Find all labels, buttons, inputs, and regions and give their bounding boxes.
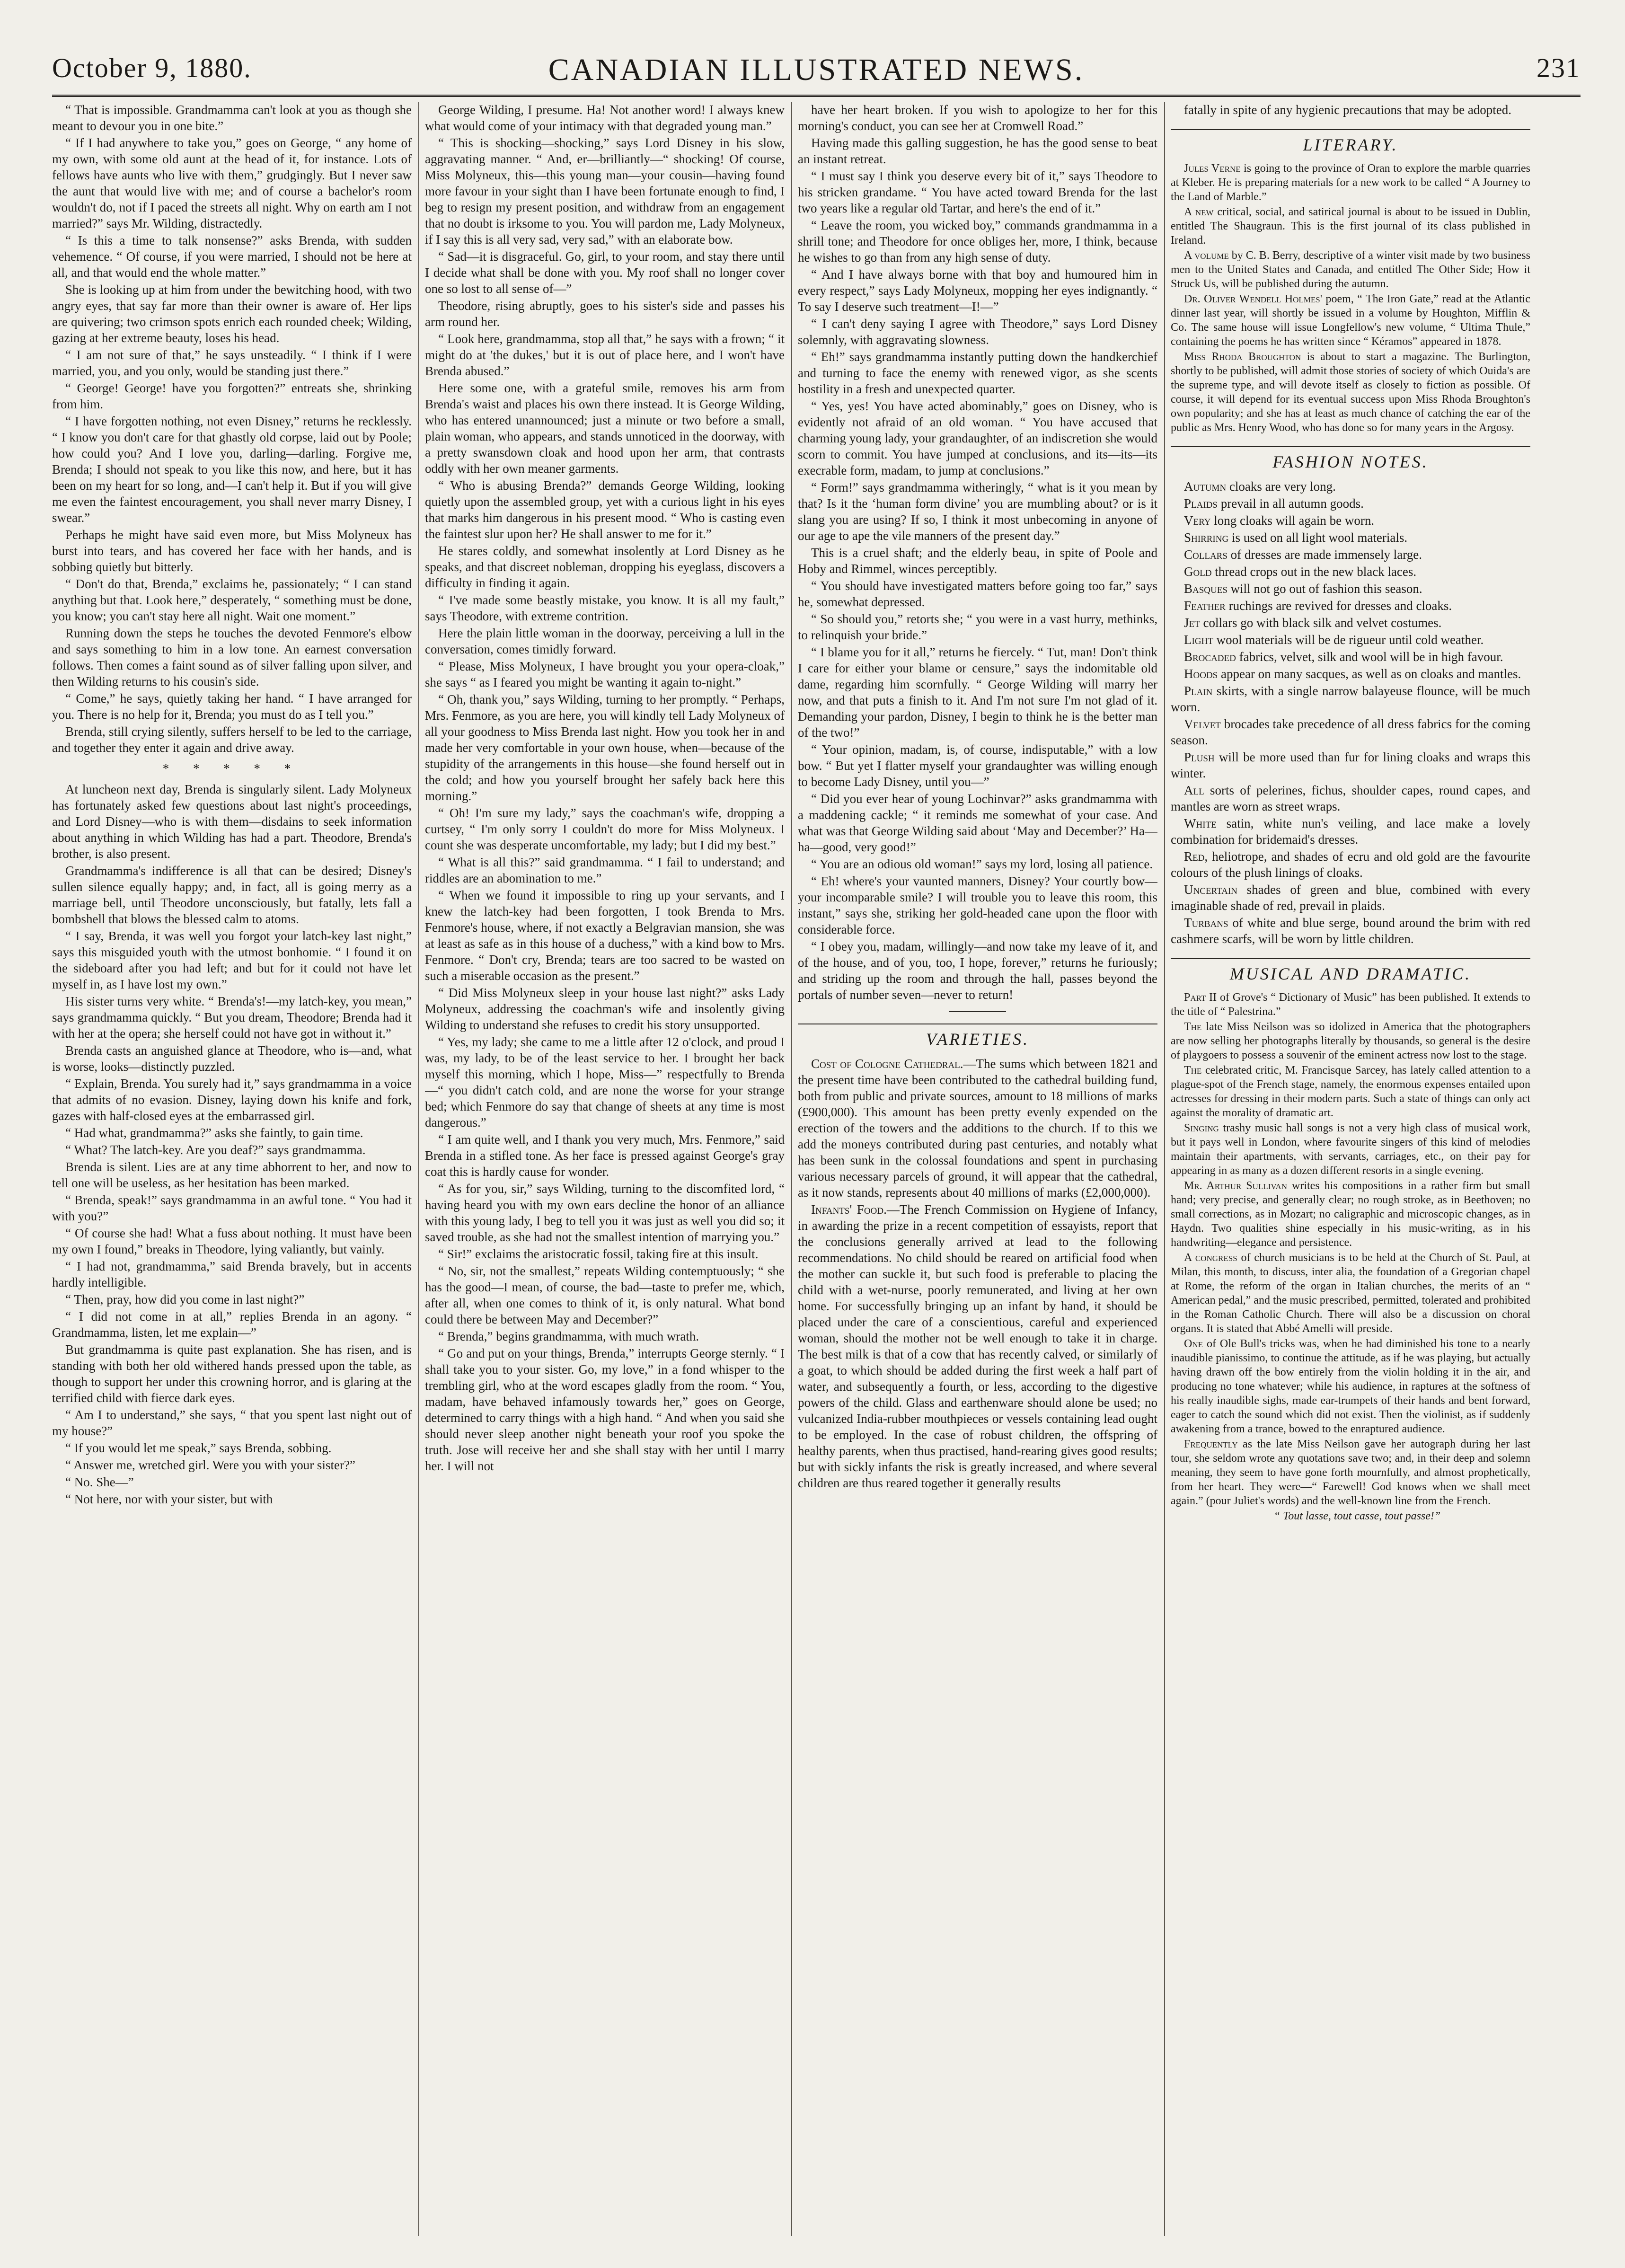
item-lead: Light bbox=[1184, 633, 1213, 647]
news-item bbox=[1171, 815, 1530, 847]
item-lead: Cost of Cologne Cathedral. bbox=[811, 1057, 963, 1071]
story-paragraph: “ I have forgotten nothing, not even Disney,” returns he recklessly. “ I know you don't care for that ghastly old corpse, laid out by Poole; how could you? And I love you, darling—darling. Forgive me, Brenda; I should not speak to you like this now, and here, but it has been on my heart for so long, and—I can't help it. But if you will give me even the faintest encouragement, you shall never marry Disney, I swear.” bbox=[52, 414, 412, 525]
story-paragraph: “ I can't deny saying I agree with Theodore,” says Lord Disney solemnly, with aggravating slowness. bbox=[798, 317, 1157, 347]
item-lead: The bbox=[1184, 1064, 1202, 1077]
news-item bbox=[1171, 1121, 1530, 1178]
story-paragraph: “ Leave the room, you wicked boy,” commands grandmamma in a shrill tone; and Theodore for once obliges her, more, I think, because he wishes to go than from any high sense of duty. bbox=[798, 218, 1157, 265]
fashion-notes-heading: FASHION NOTES. bbox=[1171, 446, 1530, 470]
item-text: appear on many sacques, as well as on cloaks and mantles. bbox=[1218, 667, 1521, 681]
item-text: will not go out of fashion this season. bbox=[1227, 582, 1422, 596]
news-item bbox=[1171, 1337, 1530, 1436]
story-paragraph: Brenda casts an anguished glance at Theodore, who is—and, what is worse, looks—distinctly puzzled. bbox=[52, 1043, 412, 1074]
story-paragraph: “ Sir!” exclaims the aristocratic fossil, taking fire at this insult. bbox=[438, 1247, 759, 1261]
news-item bbox=[1171, 248, 1530, 291]
item-lead: Plain bbox=[1184, 684, 1213, 698]
item-text: fabrics, velvet, silk and wool will be in high favour. bbox=[1236, 650, 1503, 664]
story-paragraph: “ I blame you for it all,” returns he fiercely. “ Tut, man! Don't think I care for either your blame or censure,” says the indomitable old dame, regarding him scornfully. “ George Wilding will marry her now, and that puts a finish to it. And I'm not sure I'm not glad of it. Demanding your pardon, Disney, I begin to think he is the better man of the two!” bbox=[798, 645, 1157, 740]
story-paragraph: have her heart broken. If you wish to apologize to her for this morning's conduct, you can see her at Cromwell Road.” bbox=[798, 103, 1157, 133]
news-item bbox=[1171, 495, 1530, 512]
page-number: 231 bbox=[1537, 53, 1581, 83]
item-text: satin, white nun's veiling, and lace make a lovely combination for bridemaid's dresses. bbox=[1171, 816, 1530, 847]
item-text: trashy music hall songs is not a very high class of musical work, but it pays well in London, where favourite singers of this kind of melodies maintain their apartments, with servants, carriages, etc., on their pay for appearing in as many as a dozen different resorts in a single evening. bbox=[1171, 1122, 1530, 1177]
item-text: celebrated critic, M. Francisque Sarcey, has lately called attention to a plague-spot of the French stage, namely, the enormous expenses entailed upon actresses for dressing in their modern parts. Such a state of things can only act against the morality of dramatic art. bbox=[1171, 1064, 1530, 1119]
item-lead: Miss Rhoda Broughton bbox=[1184, 351, 1301, 363]
story-paragraph: “ Did you ever hear of young Lochinvar?” asks grandmamma with a maddening cackle; “ it reminds me somewhat of your case. And what was that George Wilding said about ‘May and December?’ Ha—ha—good, very good!” bbox=[798, 792, 1157, 854]
item-text: as the late Miss Neilson gave her autograph during her last tour, she seldom wrote any quotations save two; and, in their deep and solemn meaning, they seem to have gone forth mournfully, and almost prophetically, from her heart. They were—“ Farewell! God knows when we shall meet again.” (pour Juliet's words) and the well-known line from the French. bbox=[1171, 1438, 1530, 1507]
literary-heading: LITERARY. bbox=[1171, 129, 1530, 153]
masthead bbox=[52, 43, 1581, 97]
news-item bbox=[1171, 649, 1530, 665]
story-paragraph: “ Come,” he says, quietly taking her hand. “ I have arranged for you. There is no help for it, Brenda; you must do as I tell you.” bbox=[52, 691, 412, 722]
item-lead: Autumn bbox=[1184, 479, 1227, 494]
story-paragraph: His sister turns very white. “ Brenda's!—my latch-key, you mean,” says grandmamma quickly. “ But you dream, Theodore; Brenda had it with her at the opera; she herself could not have got in without it.” bbox=[52, 994, 412, 1041]
item-text: is used on all light wool materials. bbox=[1228, 530, 1408, 545]
item-text: by C. B. Berry, descriptive of a winter visit made by two business men to the United States and Canada, and entitled The Other Side; How it Struck Us, will be published during the autumn. bbox=[1171, 249, 1530, 290]
column-rule bbox=[791, 102, 792, 2236]
item-lead: Singing bbox=[1184, 1122, 1219, 1134]
item-text: long cloaks will again be worn. bbox=[1210, 513, 1375, 528]
news-item bbox=[1171, 1437, 1530, 1508]
story-paragraph: “ And I have always borne with that boy and humoured him in every respect,” says Lady Molyneux, mopping her eyes indignantly. “ To say I deserve such treatment—I!—” bbox=[798, 267, 1157, 314]
story-paragraph: “ That is impossible. Grandmamma can't look at you as though she meant to devour you in one bite.” bbox=[52, 103, 412, 133]
news-item bbox=[1171, 666, 1530, 682]
item-text: is about to start a magazine. The Burlington, shortly to be published, will admit those stories of society of which Ouida's are the supreme type, and will devote itself as closely to fiction as possible. Of course, it will depend for its eventual success upon Miss Rhoda Broughton's own popularity; and she has at least as much chance of catching the ear of the public as Mrs. Henry Wood, who has done so for many years in the Argosy. bbox=[1171, 351, 1530, 434]
item-lead: Plush bbox=[1184, 750, 1215, 764]
item-lead: Shirring bbox=[1184, 530, 1229, 545]
item-lead: Feather bbox=[1184, 599, 1226, 613]
story-paragraph: But grandmamma is quite past explanation. She has risen, and is standing with both her old withered hands pressed upon the table, as though to support her under this crowning horror, and is glaring at the terrified child with fierce dark eyes. bbox=[52, 1342, 412, 1405]
news-item bbox=[1171, 581, 1530, 597]
story-paragraph: “ If you would let me speak,” says Brenda, sobbing. bbox=[65, 1441, 332, 1455]
item-lead: Jules Verne bbox=[1184, 162, 1241, 175]
item-text: is going to the province of Oran to explore the marble quarries at Kleber. He is preparing materials for a new work to be called “ A Journey to the Land of Marble.” bbox=[1171, 162, 1530, 203]
item-text: writes his compositions in a rather firm but small hand; very precise, and generally clear; no rough stroke, as in Beethoven; no small corrections, as in Mozart; no caligraphic and microscopic changes, as in Haydn. Two qualities shine especially in his music-writing, as in his handwriting—elegance and persistence. bbox=[1171, 1180, 1530, 1249]
item-text: brocades take precedence of all dress fabrics for the coming season. bbox=[1171, 717, 1530, 747]
item-text: prevail in all autumn goods. bbox=[1217, 496, 1364, 511]
story-paragraph: “ Brenda,” begins grandmamma, with much wrath. bbox=[438, 1329, 699, 1343]
item-lead: One bbox=[1184, 1338, 1203, 1350]
story-paragraph: “ I did not come in at all,” replies Brenda in an agony. “ Grandmamma, listen, let me explain—” bbox=[52, 1309, 412, 1340]
story-paragraph: “ Eh!” says grandmamma instantly putting down the handkerchief and turning to face the enemy with renewed vigor, as she scents hostility in a fresh and unexpected quarter. bbox=[798, 350, 1157, 396]
column-1 bbox=[52, 102, 412, 2236]
story-paragraph: “ So should you,” retorts she; “ you were in a vast hurry, methinks, to relinquish your bride.” bbox=[798, 612, 1157, 642]
story-paragraph: “ Sad—it is disgraceful. Go, girl, to your room, and stay there until I decide what shall be done with you. My roof shall no longer cover one so lost to all sense of—” bbox=[425, 249, 785, 296]
story-paragraph: “ As for you, sir,” says Wilding, turning to the discomfited lord, “ having heard you with my own ears decline the honor of an alliance with this young lady, I beg to tell you it was just as well you did so; it saved trouble, as she had not the smallest intention of marrying you.” bbox=[425, 1182, 785, 1244]
story-paragraph: Having made this galling suggestion, he has the good sense to beat an instant retreat. bbox=[798, 136, 1157, 166]
story-paragraph: “ Don't do that, Brenda,” exclaims he, passionately; “ I can stand anything but that. Look here,” desperately, “ something must be done, you know; you can't stay here all night. Wait one moment.” bbox=[52, 577, 412, 623]
item-text: collars go with black silk and velvet costumes. bbox=[1200, 616, 1442, 630]
continued-paragraph: fatally in spite of any hygienic precautions that may be adopted. bbox=[1184, 103, 1512, 117]
news-item bbox=[1171, 161, 1530, 204]
news-item bbox=[1171, 615, 1530, 631]
news-item bbox=[1171, 915, 1530, 947]
story-paragraph: He stares coldly, and somewhat insolently at Lord Disney as he speaks, and that discreet nobleman, dropping his eyeglass, discovers a difficulty in finding it again. bbox=[425, 544, 785, 590]
item-lead: Infants' Food. bbox=[811, 1202, 887, 1217]
item-lead: A volume bbox=[1184, 249, 1229, 262]
item-text: of church musicians is to be held at the Church of St. Paul, at Milan, this month, to discuss, inter alia, the foundation of a Gregorian chapel at Rome, the reform of the organ in Italian churches, the merits of an “ American pedal,” and the music prescribed, permitted, tolerated and prohibited in the Roman Catholic Church. There will also be a discussion on choral organs. It is stated that Abbé Amelli will preside. bbox=[1171, 1252, 1530, 1335]
news-item bbox=[1171, 1063, 1530, 1120]
news-item bbox=[1171, 716, 1530, 748]
story-paragraph: “ What? The latch-key. Are you deaf?” says grandmamma. bbox=[65, 1143, 366, 1157]
story-paragraph: “ Form!” says grandmamma witheringly, “ what is it you mean by that? Is it the ‘human form divine’ you are mumbling about? or is it slang you are using? If so, I think it most unbecoming in anyone of our age to ape the vile manners of the present day.” bbox=[798, 480, 1157, 543]
item-lead: A new bbox=[1184, 206, 1214, 218]
item-lead: Red bbox=[1184, 849, 1205, 864]
story-paragraph: Grandmamma's indifference is all that can be desired; Disney's sullen silence equally happy; and, in fact, all is going merry as a marriage bell, until Theodore unconsciously, but fatally, lets fall a bombshell that blows the blessed calm to atoms. bbox=[52, 864, 412, 926]
story-paragraph: “ No. She—” bbox=[65, 1475, 134, 1489]
item-lead: Collars bbox=[1184, 547, 1228, 562]
story-paragraph: “ Your opinion, madam, is, of course, indisputable,” with a low bow. “ But yet I flatter myself your grandaughter was willing enough to become Lady Disney, until you—” bbox=[798, 742, 1157, 789]
story-paragraph: “ I had not, grandmamma,” said Brenda bravely, but in accents hardly intelligible. bbox=[52, 1259, 412, 1289]
story-paragraph: “ What is all this?” said grandmamma. “ I fail to understand; and riddles are an abomination to me.” bbox=[425, 855, 785, 885]
story-paragraph: “ This is shocking—shocking,” says Lord Disney in his slow, aggravating manner. “ And, er—brilliantly—“ shocking! Of course, Miss Molyneux, this—this young man—your cousin—having found more favour in your sight than I have been fortunate enough to find, I beg to resign my present position, and withdraw from an engagement that no doubt is irksome to you. You will pardon me, Lady Molyneux, if I say this is all very sad, very sad,” with an elaborate bow. bbox=[425, 136, 785, 247]
column-rule bbox=[1164, 102, 1165, 2236]
news-item bbox=[1171, 292, 1530, 349]
item-text: ruchings are revived for dresses and cloaks. bbox=[1225, 599, 1452, 613]
item-text: poem, “ The Iron Gate,” read at the Atlantic dinner last year, will shortly be issued in a volume by Houghton, Mifflin & Co. The same house will issue Longfellow's new volume, “ Ultima Thule,” containing the poems he has written since “ Kéramos” appeared in 1878. bbox=[1171, 293, 1530, 348]
item-text: , heliotrope, and shades of ecru and old gold are the favourite colours of the plush linings of cloaks. bbox=[1171, 849, 1530, 880]
closing-quote: “ Tout lasse, tout casse, tout passe!” bbox=[1273, 1510, 1441, 1522]
item-lead: Velvet bbox=[1184, 717, 1221, 731]
story-paragraph: “ Oh! I'm sure my lady,” says the coachman's wife, dropping a curtsey, “ I'm only sorry I couldn't do more for Miss Molyneux. I count she was desperate uncomfortable, my lady; but I did my best.” bbox=[425, 806, 785, 852]
story-paragraph: “ Answer me, wretched girl. Were you with your sister?” bbox=[65, 1458, 355, 1472]
news-item bbox=[798, 1201, 1157, 1491]
item-lead: Mr. Arthur Sullivan bbox=[1184, 1180, 1287, 1192]
item-text: of Ole Bull's tricks was, when he had diminished his tone to a nearly inaudible pianissimo, to continue the attitude, as if he was playing, but actually having drawn off the bow entirely from the violin holding it in the air, and producing no tone whatever; while his audience, in raptures at the softness of his really inaudible sighs, made ear-trumpets of their hands and bent forward, eager to catch the sound which did not exist. Then the violinist, as if suddenly awakening from a trance, bowed to the enraptured audience. bbox=[1171, 1338, 1530, 1435]
item-lead: Basques bbox=[1184, 582, 1228, 596]
issue-date: October 9, 1880. bbox=[52, 53, 252, 83]
story-paragraph: “ If I had anywhere to take you,” goes on George, “ any home of my own, with some old aunt at the head of it, for instance. Lots of fellows have aunts who live with them,” grudgingly. But I never saw the aunt that would live with me; and of course a bachelor's room wouldn't do, not if I paced the streets all night. Why on earth am I not married?” says Mr. Wilding, distractedly. bbox=[52, 136, 412, 230]
item-lead: Plaids bbox=[1184, 496, 1218, 511]
story-paragraph: This is a cruel shaft; and the elderly beau, in spite of Poole and Hoby and Rimmel, winces perceptibly. bbox=[798, 546, 1157, 576]
story-paragraph: “ Yes, yes! You have acted abominably,” goes on Disney, who is evidently not afraid of an old woman. “ You have accused that charming young lady, your grandaughter, of an indiscretion she would scorn to commit. You have jumped at conclusions, and its—its—its execrable form, madam, to jump at conclusions.” bbox=[798, 399, 1157, 477]
story-paragraph: “ Did Miss Molyneux sleep in your house last night?” asks Lady Molyneux, addressing the coachman's wife and insolently giving Wilding to understand she refuses to credit his story unsupported. bbox=[425, 986, 785, 1032]
item-lead: Dr. Oliver Wendell Holmes' bbox=[1184, 293, 1323, 305]
story-paragraph: “ Brenda, speak!” says grandmamma in an awful tone. “ You had it with you?” bbox=[52, 1193, 412, 1223]
news-item bbox=[1171, 205, 1530, 247]
item-text: of white and blue serge, bound around the brim with red cashmere scarfs, will be worn by little children. bbox=[1171, 916, 1530, 946]
news-item bbox=[1171, 848, 1530, 881]
news-item bbox=[1171, 683, 1530, 715]
item-lead: A congress bbox=[1184, 1252, 1237, 1264]
column-4 bbox=[1171, 102, 1530, 2236]
item-lead: Turbans bbox=[1184, 916, 1228, 930]
story-paragraph: “ Am I to understand,” she says, “ that you spent last night out of my house?” bbox=[52, 1408, 412, 1438]
item-text: thread crops out in the new black laces. bbox=[1211, 565, 1417, 579]
story-paragraph: “ Go and put on your things, Brenda,” interrupts George sternly. “ I shall take you to your sister. Go, my love,” in a fond whisper to the trembling girl, who at the word escapes gladly from the room. “ You, madam, have behaved infamously towards her,” goes on George, determined to carry things with a high hand. “ And when you said she should never sleep another night beneath your roof you spoke the truth. Jose will receive her and she shall stay with her until I marry her. I will not bbox=[425, 1346, 785, 1473]
end-rule bbox=[949, 1011, 1006, 1012]
column-rule bbox=[418, 102, 419, 2236]
story-paragraph: “ When we found it impossible to ring up your servants, and I knew the latch-key had been forgotten, I took Brenda to Mrs. Fenmore's house, where, if not exactly a Belgravian mansion, she was at least as safe as in this house of a duchess,” with a kind bow to Mrs. Fenmore. “ Don't cry, Brenda; tears are too sacred to be wasted on such a miserable occasion as the present.” bbox=[425, 888, 785, 983]
story-paragraph: “ Eh! where's your vaunted manners, Disney? Your courtly bow—your incomparable smile? I will trouble you to leave this room, this instant,” says she, striking her gold-headed cane upon the floor with considerable force. bbox=[798, 874, 1157, 936]
item-text: wool materials will be de rigueur until cold weather. bbox=[1213, 633, 1484, 647]
item-lead: Frequently bbox=[1184, 1438, 1238, 1450]
column-2 bbox=[425, 102, 785, 2236]
item-text: of dresses are made immensely large. bbox=[1227, 547, 1422, 562]
story-paragraph: “ Not here, nor with your sister, but with bbox=[65, 1492, 273, 1506]
story-paragraph: She is looking up at him from under the bewitching hood, with two angry eyes, that say far more than their owner is aware of. Her lips are quivering; two crimson spots enrich each rounded cheek; Wilding, gazing at her extreme beauty, loses his head. bbox=[52, 282, 412, 345]
news-item bbox=[1171, 990, 1530, 1019]
story-paragraph: “ I obey you, madam, willingly—and now take my leave of it, and of the house, and of you, too, I hope, forever,” returns he furiously; and striding up the room and through the hall, passes beyond the portals of number seven—never to return! bbox=[798, 939, 1157, 1002]
story-paragraph: “ Oh, thank you,” says Wilding, turning to her promptly. “ Perhaps, Mrs. Fenmore, as you are here, you will kindly tell Lady Molyneux of all your goodness to Miss Brenda last night. How you took her in and made her very comfortable in your own house, when—because of the stupidity of the arrangements in this house—she found herself out in the cold; and how you yourself brought her safely back here this morning.” bbox=[425, 692, 785, 803]
story-paragraph: “ I am quite well, and I thank you very much, Mrs. Fenmore,” said Brenda in a stifled tone. As her face is pressed against George's gray coat this is hardly cause for wonder. bbox=[425, 1132, 785, 1179]
news-item bbox=[1171, 512, 1530, 529]
publication-title: CANADIAN ILLUSTRATED NEWS. bbox=[548, 53, 1085, 87]
item-text: skirts, with a single narrow balayeuse flounce, will be much worn. bbox=[1171, 684, 1530, 714]
item-lead: The bbox=[1184, 1021, 1202, 1033]
story-paragraph: “ Had what, grandmamma?” asks she faintly, to gain time. bbox=[65, 1126, 363, 1140]
item-lead: Hoods bbox=[1184, 667, 1218, 681]
varieties-heading: VARIETIES. bbox=[798, 1024, 1157, 1047]
news-item bbox=[1171, 564, 1530, 580]
story-paragraph: George Wilding, I presume. Ha! Not another word! I always knew what would come of your intimacy with that degraded young man.” bbox=[425, 103, 785, 133]
story-paragraph: “ Please, Miss Molyneux, I have brought you your opera-cloak,” she says “ as I feared you might be wanting it again to-night.” bbox=[425, 659, 785, 689]
story-paragraph: At luncheon next day, Brenda is singularly silent. Lady Molyneux has fortunately asked few questions about last night's proceedings, and Lord Disney—who is with them—disdains to seek information about anything in which Wilding has had a part. Theodore, Brenda's brother, is also present. bbox=[52, 782, 412, 861]
item-lead: Part II bbox=[1184, 991, 1217, 1004]
story-paragraph: “ I must say I think you deserve every bit of it,” says Theodore to his stricken grandame. “ You have acted toward Brenda for the last two years like a regular old Tartar, and here's the end of it.” bbox=[798, 169, 1157, 215]
story-paragraph: Perhaps he might have said even more, but Miss Molyneux has burst into tears, and has covered her face with her hands, and is sobbing quietly but bitterly. bbox=[52, 528, 412, 574]
item-text: —The sums which between 1821 and the present time have been contributed to the cathedral building fund, both from public and private sources, amount to 18 millions of marks (£900,000). This amount has been pretty evenly expended on the erection of the towers and the additions to the church. If to this we add the moneys contributed during past centuries, and notably what has been sunk in the colossal foundations and spent in purchasing various necessary parcels of ground, it will appear that the cathedral, as it now stands, represents about 40 millions of marks (£2,000,000). bbox=[798, 1057, 1157, 1200]
item-lead: Brocaded bbox=[1184, 650, 1236, 664]
story-paragraph: “ Explain, Brenda. You surely had it,” says grandmamma in a voice that admits of no evasion. Disney, laying down his knife and fork, gazes with half-closed eyes at the embarrassed girl. bbox=[52, 1077, 412, 1123]
item-text: of Grove's “ Dictionary of Music” has been published. It extends to the title of “ Palestrina.” bbox=[1171, 991, 1530, 1018]
story-paragraph: Here the plain little woman in the doorway, perceiving a lull in the conversation, comes timidly forward. bbox=[425, 626, 785, 656]
news-item bbox=[1171, 882, 1530, 914]
item-lead: All bbox=[1184, 783, 1204, 797]
news-item bbox=[1171, 529, 1530, 546]
news-item bbox=[1171, 749, 1530, 781]
story-paragraph: “ I say, Brenda, it was well you forgot your latch-key last night,” says this misguided youth with the utmost bonhomie. “ I found it on the sideboard after you had left; and but for it could not have let myself in, as I have lost my own.” bbox=[52, 929, 412, 991]
story-paragraph: “ George! George! have you forgotten?” entreats she, shrinking from him. bbox=[52, 381, 412, 411]
story-paragraph: Brenda, still crying silently, suffers herself to be led to the carriage, and together they enter it again and drive away. bbox=[52, 724, 412, 755]
story-paragraph: “ You should have investigated matters before going too far,” says he, somewhat depressed. bbox=[798, 579, 1157, 609]
item-lead: White bbox=[1184, 816, 1217, 830]
story-paragraph: “ Who is abusing Brenda?” demands George Wilding, looking quietly upon the assembled group, yet with a curious light in his eyes that marks him dangerous in his present mood. “ Who is casting even the faintest slur upon her? He shall answer to me for it.” bbox=[425, 478, 785, 541]
item-lead: Jet bbox=[1184, 616, 1200, 630]
story-paragraph: “ I've made some beastly mistake, you know. It is all my fault,” says Theodore, with extreme contrition. bbox=[425, 593, 785, 623]
story-paragraph: “ Look here, grandmamma, stop all that,” he says with a frown; “ it might do at 'the dukes,' but it is out of place here, and I won't have Brenda abused.” bbox=[425, 332, 785, 378]
story-paragraph: “ Is this a time to talk nonsense?” asks Brenda, with sudden vehemence. “ Of course, if you were married, I should not be here at all, and that would end the whole matter.” bbox=[52, 233, 412, 280]
story-paragraph: “ You are an odious old woman!” says my lord, losing all patience. bbox=[811, 857, 1153, 871]
story-paragraph: Running down the steps he touches the devoted Fenmore's elbow and says something to him in a low tone. An earnest conversation follows. Then comes a faint sound as of silver falling upon silver, and then Wilding returns to his cousin's side. bbox=[52, 626, 412, 688]
news-item bbox=[1171, 547, 1530, 563]
story-paragraph: “ Then, pray, how did you come in last night?” bbox=[65, 1292, 305, 1306]
musical-dramatic-heading: MUSICAL AND DRAMATIC. bbox=[1171, 958, 1530, 982]
item-lead: Gold bbox=[1184, 565, 1212, 579]
section-break-stars: * * * * * bbox=[162, 761, 301, 776]
item-text: —The French Commission on Hygiene of Infancy, in awarding the prize in a recent competition of essayists, report that the conclusions generally arrived at lead to the following recommendations. No child should be reared on artificial food when the mother can suckle it, but such food is preferable to placing the child with a wet-nurse, poorly remunerated, and living at her own home. For successfully bringing up an infant by hand, it should be placed under the care of a conscientious, careful and experienced woman, should the mother not be well enough to take it in charge. The best milk is that of a cow that has recently calved, or similarly of a goat, to which should be added during the first week a half part of water, and subsequently a fourth, or less, according to the digestive powers of the child. Glass and earthenware should alone be used; no vulcanized India-rubber mouthpieces or vessels containing lead ought to be employed. In the case of robust children, the offspring of healthy parents, when thus practised, hand-rearing gives good results; but with sickly infants the risk is greatly increased, and where several children are thus reared together it generally results bbox=[798, 1202, 1157, 1490]
news-item bbox=[1171, 478, 1530, 494]
news-item bbox=[1171, 632, 1530, 648]
news-item bbox=[1171, 1179, 1530, 1250]
item-text: sorts of pelerines, fichus, shoulder capes, round capes, and mantles are worn as street wraps. bbox=[1171, 783, 1530, 813]
news-item bbox=[1171, 1020, 1530, 1062]
news-item bbox=[1171, 350, 1530, 435]
story-paragraph: Here some one, with a grateful smile, removes his arm from Brenda's waist and places his own there instead. It is George Wilding, who has entered unannounced; just a minute or two before a small, plain woman, who appears, and stands unnoticed in the doorway, with a pretty swansdown cloak and hood upon her arm, that contrasts oddly with her own meaner garments. bbox=[425, 381, 785, 476]
item-text: late Miss Neilson was so idolized in America that the photographers are now selling her photographs literally by thousands, so general is the desire of playgoers to possess a souvenir of the eminent actress now lost to the stage. bbox=[1171, 1021, 1530, 1061]
story-paragraph: Brenda is silent. Lies are at any time abhorrent to her, and now to tell one will be useless, as her hesitation has been marked. bbox=[52, 1160, 412, 1190]
news-item bbox=[1171, 1251, 1530, 1336]
story-paragraph: “ Of course she had! What a fuss about nothing. It must have been my own I found,” breaks in Theodore, lying valiantly, but vainly. bbox=[52, 1226, 412, 1256]
item-text: will be more used than fur for lining cloaks and wraps this winter. bbox=[1171, 750, 1530, 780]
item-text: cloaks are very long. bbox=[1226, 479, 1336, 494]
news-item bbox=[1171, 598, 1530, 614]
column-3 bbox=[798, 102, 1157, 2236]
story-paragraph: “ Yes, my lady; she came to me a little after 12 o'clock, and proud I was, my lady, to be of the least service to her. I brought her back myself this morning, which I hope, Miss—” respectfully to Brenda—“ you didn't catch cold, and are none the worse for your strange bed; which Fenmore do say that change of sheets at any time is most dangerous.” bbox=[425, 1035, 785, 1130]
item-lead: Uncertain bbox=[1184, 882, 1237, 897]
item-text: critical, social, and satirical journal is about to be issued in Dublin, entitled The Shaugraun. This is the first journal of its class published in Ireland. bbox=[1171, 206, 1530, 247]
story-paragraph: Theodore, rising abruptly, goes to his sister's side and passes his arm round her. bbox=[425, 299, 785, 329]
story-paragraph: “ No, sir, not the smallest,” repeats Wilding contemptuously; “ she has the good—I mean, of course, the bad—taste to prefer me, which, after all, when one comes to think of it, is only natural. What bond could there be between May and December?” bbox=[425, 1264, 785, 1326]
news-item bbox=[798, 1056, 1157, 1200]
story-paragraph: “ I am not sure of that,” he says unsteadily. “ I think if I were married, you, and you only, would be standing just there.” bbox=[52, 348, 412, 378]
item-text: shades of green and blue, combined with every imaginable shade of red, prevail in plaids. bbox=[1171, 882, 1530, 913]
item-lead: Very bbox=[1184, 513, 1211, 528]
news-item bbox=[1171, 782, 1530, 814]
